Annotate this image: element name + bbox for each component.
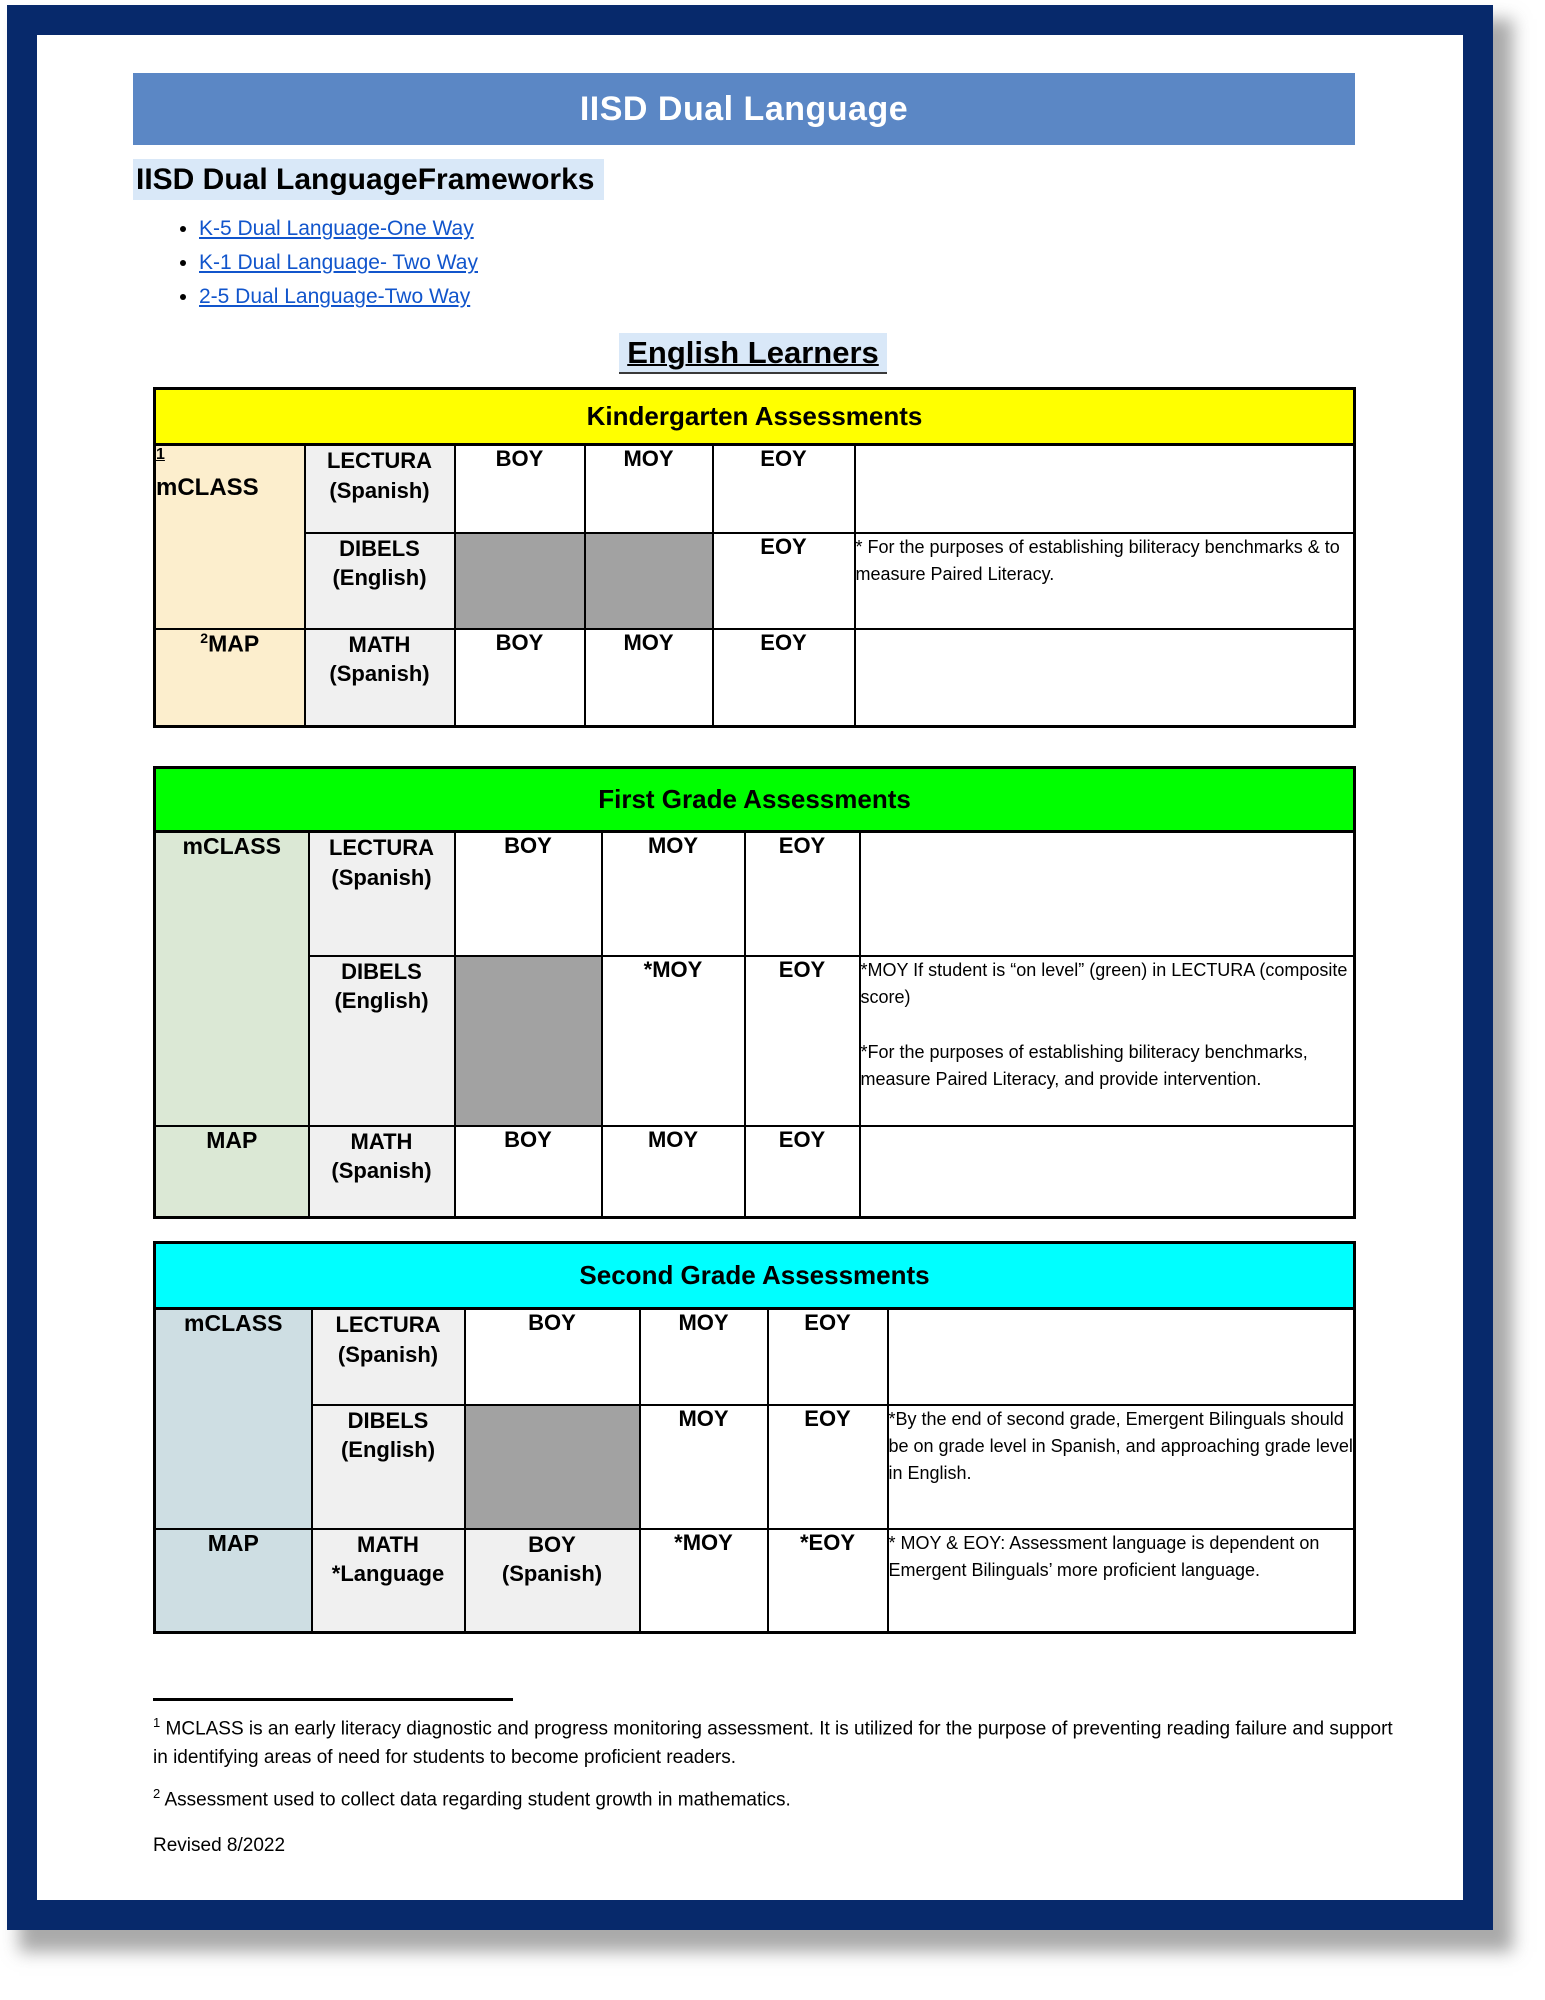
subject-cell-dibels: DIBELS (English) xyxy=(309,956,455,1126)
timing-cell-moy: MOY xyxy=(602,832,745,956)
frameworks-heading xyxy=(133,163,1463,197)
footnote-marker: 2 xyxy=(153,1786,161,1802)
note-cell: * For the purposes of establishing biliteracy benchmarks & to measure Paired Literacy. xyxy=(855,533,1355,629)
note-cell-empty xyxy=(855,445,1355,533)
list-item xyxy=(199,217,1463,241)
group-label: MAP xyxy=(207,1529,259,1556)
subject-cell-lectura: LECTURA (Spanish) xyxy=(309,832,455,956)
timing-cell-moy: MOY xyxy=(640,1405,768,1529)
footnote-1 xyxy=(153,1713,1393,1772)
timing-cell-moy: *MOY xyxy=(602,956,745,1126)
list-item xyxy=(199,251,1463,275)
shaded-cell xyxy=(585,533,713,629)
shaded-cell xyxy=(455,533,585,629)
subject-cell-dibels: DIBELS (English) xyxy=(312,1405,465,1529)
english-learners-heading-text: English Learners xyxy=(619,333,887,374)
page-content xyxy=(37,35,1463,1857)
group-cell-map xyxy=(155,629,305,727)
group-cell-mclass xyxy=(155,832,309,1126)
timing-cell-boy-spanish: BOY (Spanish) xyxy=(465,1529,640,1633)
table-title-first-grade: First Grade Assessments xyxy=(155,768,1355,832)
group-label: MAP xyxy=(206,1126,258,1153)
shaded-cell xyxy=(455,956,602,1126)
group-cell-map xyxy=(155,1126,309,1218)
timing-cell-eoy: EOY xyxy=(713,445,855,533)
note-cell-empty xyxy=(855,629,1355,727)
timing-cell-eoy: EOY xyxy=(745,1126,860,1218)
timing-cell-eoy: EOY xyxy=(713,533,855,629)
link-k1-dual-language-two-way[interactable]: K-1 Dual Language- Two Way xyxy=(199,251,478,274)
note-cell-empty xyxy=(860,1126,1355,1218)
subject-cell-lectura: LECTURA (Spanish) xyxy=(305,445,455,533)
kindergarten-assessments-table xyxy=(153,387,1356,728)
title-banner xyxy=(133,73,1355,145)
timing-cell-eoy: *EOY xyxy=(768,1529,888,1633)
subject-cell-math-language: MATH *Language xyxy=(312,1529,465,1633)
subject-cell-lectura: LECTURA (Spanish) xyxy=(312,1309,465,1405)
timing-cell-boy: BOY xyxy=(455,1126,602,1218)
group-cell-mclass xyxy=(155,1309,312,1529)
group-label: mCLASS xyxy=(156,474,259,501)
timing-cell-eoy: EOY xyxy=(768,1309,888,1405)
note-cell-empty xyxy=(888,1309,1355,1405)
subject-cell-math: MATH (Spanish) xyxy=(305,629,455,727)
footnote-text: Assessment used to collect data regarding student growth in mathematics. xyxy=(164,1789,791,1811)
subject-cell-math: MATH (Spanish) xyxy=(309,1126,455,1218)
timing-cell-moy: MOY xyxy=(640,1309,768,1405)
timing-cell-boy: BOY xyxy=(455,832,602,956)
note-cell xyxy=(860,956,1355,1126)
table-title-second-grade: Second Grade Assessments xyxy=(155,1243,1355,1309)
timing-cell-moy: MOY xyxy=(602,1126,745,1218)
page-title: IISD Dual Language xyxy=(579,89,909,128)
footnote-2 xyxy=(153,1784,1393,1815)
footnote-ref-2: 2 xyxy=(200,629,209,646)
note-paragraph: *MOY If student is “on level” (green) in LECTURA (composite score) xyxy=(860,959,1348,1007)
footnote-marker: 1 xyxy=(153,1715,161,1730)
timing-cell-moy: MOY xyxy=(585,445,713,533)
footnote-divider xyxy=(153,1698,513,1701)
shaded-cell xyxy=(465,1405,640,1529)
group-cell-map xyxy=(155,1529,312,1633)
group-label: mCLASS xyxy=(182,833,281,859)
timing-cell-boy: BOY xyxy=(455,629,585,727)
timing-cell-moy: *MOY xyxy=(640,1529,768,1633)
group-label: MAP xyxy=(208,630,260,657)
timing-cell-boy: BOY xyxy=(465,1309,640,1405)
note-cell-empty xyxy=(860,832,1355,956)
link-25-dual-language-two-way[interactable]: 2-5 Dual Language-Two Way xyxy=(199,285,471,308)
note-cell: * MOY & EOY: Assessment language is dependent on Emergent Bilinguals’ more proficient language. xyxy=(888,1529,1355,1633)
timing-cell-eoy: EOY xyxy=(745,956,860,1126)
footnote-text: MCLASS is an early literacy diagnostic and progress monitoring assessment. It is utilized for the purpose of preventing reading failure and support in identifying areas of need for students to become proficient readers. xyxy=(153,1718,1393,1768)
group-cell-mclass xyxy=(155,445,305,629)
framework-links-list xyxy=(199,217,1463,309)
first-grade-assessments-table xyxy=(153,766,1356,1219)
note-paragraph: *For the purposes of establishing biliteracy benchmarks, measure Paired Literacy, and provide intervention. xyxy=(860,1041,1308,1089)
list-item xyxy=(199,285,1463,309)
second-grade-assessments-table xyxy=(153,1241,1356,1634)
note-cell: *By the end of second grade, Emergent Bilinguals should be on grade level in Spanish, and approaching grade level in English. xyxy=(888,1405,1355,1529)
timing-cell-eoy: EOY xyxy=(745,832,860,956)
table-title-kindergarten: Kindergarten Assessments xyxy=(155,389,1355,445)
timing-cell-boy: BOY xyxy=(455,445,585,533)
timing-cell-eoy: EOY xyxy=(768,1405,888,1529)
group-label: mCLASS xyxy=(184,1310,283,1336)
timing-cell-moy: MOY xyxy=(585,629,713,727)
link-k5-dual-language-one-way[interactable]: K-5 Dual Language-One Way xyxy=(199,217,474,240)
revised-date: Revised 8/2022 xyxy=(153,1835,286,1857)
timing-cell-eoy: EOY xyxy=(713,629,855,727)
subject-cell-dibels: DIBELS (English) xyxy=(305,533,455,629)
footnote-ref-1: 1 xyxy=(156,446,165,463)
document-page-frame xyxy=(7,5,1493,1930)
frameworks-heading-text: IISD Dual LanguageFrameworks xyxy=(133,159,604,200)
english-learners-heading xyxy=(153,335,1353,371)
